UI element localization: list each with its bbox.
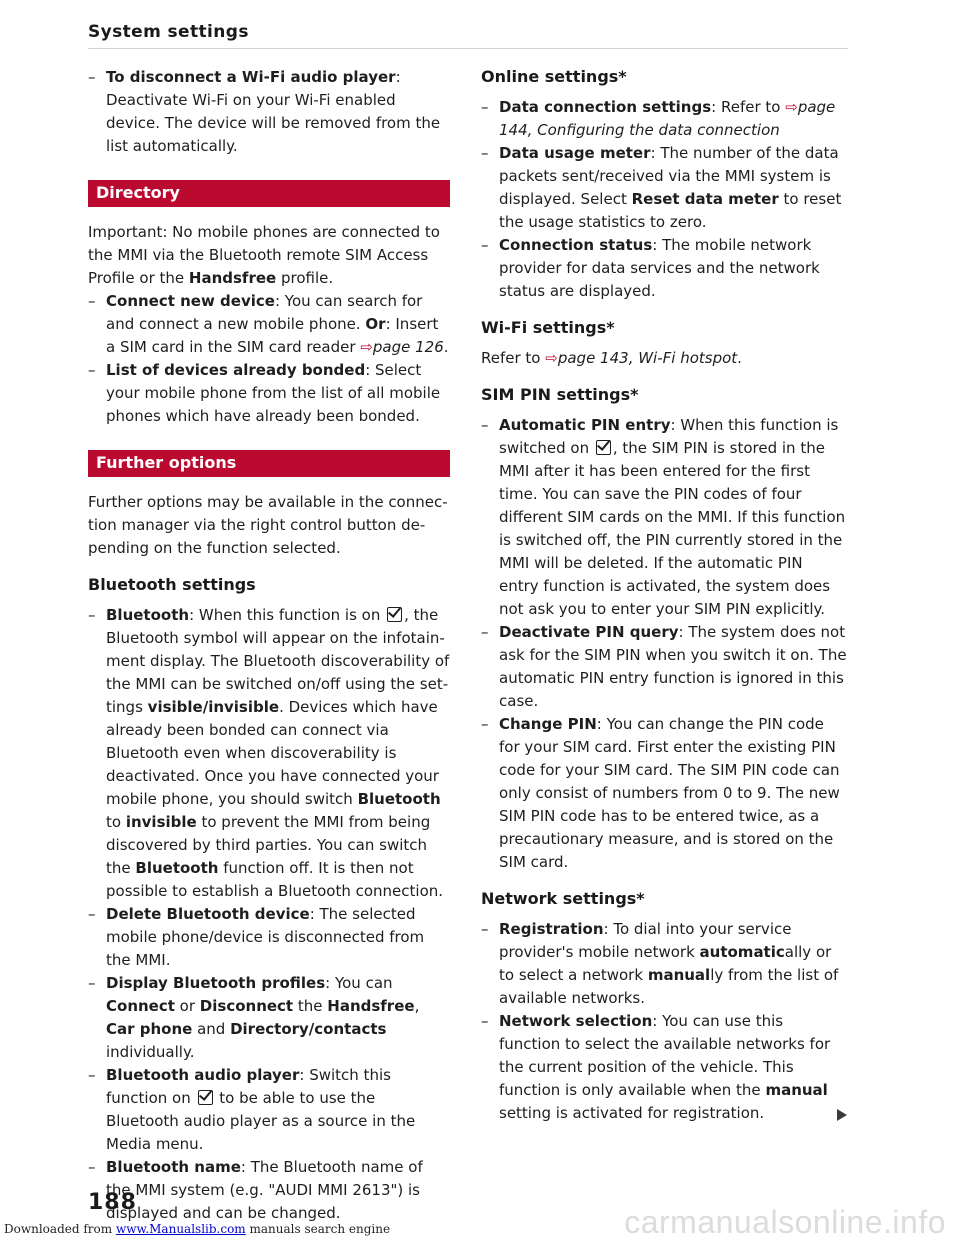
cross-reference-arrow-icon: ⇨ — [545, 349, 558, 367]
data-connection-settings-item — [481, 96, 847, 142]
item-text: : Refer to — [711, 98, 786, 116]
cross-reference-arrow-icon: ⇨ — [785, 98, 798, 116]
right-column — [481, 66, 847, 1125]
checkbox-checked-icon — [596, 440, 611, 455]
list-dash: – — [481, 416, 489, 434]
online-settings-heading: Online settings* — [481, 67, 627, 86]
change-pin-item — [481, 713, 847, 874]
item-title: Automatic PIN entry — [499, 416, 671, 434]
item-text: ally or to select a network — [499, 943, 832, 984]
item-title: Connect new device — [106, 292, 275, 310]
deactivate-pin-query-item — [481, 621, 847, 713]
item-title: Registration — [499, 920, 604, 938]
note-bold: Handsfree — [188, 269, 277, 287]
network-selection-item — [481, 1010, 847, 1125]
item-text: individually. — [106, 1043, 195, 1061]
item-text: : You can search for and connect a new mobile phone. — [106, 292, 423, 333]
list-dash: – — [88, 1158, 96, 1176]
item-text: . Devices which have already been bonded can connect via Bluetooth even when discoverability is deactivated. Once you have connected your mobile phone, you should switch — [106, 698, 439, 808]
item-text: : When this function is on — [189, 606, 386, 624]
item-text: : The system does not ask for the SIM PIN when you switch it on. The automatic PIN entry function is ignored in this case. — [499, 623, 847, 710]
bold-term: manual — [765, 1081, 828, 1099]
page-header-title: System settings — [88, 22, 249, 42]
list-dash: – — [481, 236, 489, 254]
item-text: : Insert a SIM card in the SIM card reader — [106, 315, 439, 356]
list-dash: – — [88, 1066, 96, 1084]
item-text: : When this function is switched on — [499, 416, 839, 457]
list-dash: – — [481, 920, 489, 938]
note-text-end: profile. — [276, 269, 334, 287]
list-dash: – — [481, 1012, 489, 1030]
item-text-end: . — [737, 349, 742, 367]
item-title: List of devices already bonded — [106, 361, 366, 379]
watermark-logo: carmanualsonline.info — [624, 1204, 946, 1240]
bonded-devices-item — [88, 359, 450, 428]
list-dash: – — [88, 905, 96, 923]
item-text: or — [174, 997, 200, 1015]
item-text: to — [106, 813, 126, 831]
item-text: : Select your mobile phone from the list of all mobile phones which have already been bonded. — [106, 361, 441, 425]
item-title: Deactivate PIN query — [499, 623, 679, 641]
directory-important-note — [88, 221, 450, 290]
item-text-end: . — [443, 338, 449, 356]
item-text: Refer to — [481, 349, 546, 367]
item-text: to prevent the MMI from being discovered by third parties. You can switch the — [106, 813, 431, 877]
network-settings-heading: Network settings* — [481, 889, 645, 908]
note-text: Important: No mobile phones are connected to the MMI via the Bluetooth remote SIM Access Profile or the — [88, 223, 440, 287]
manualslib-link[interactable]: www.Manualslib.com — [115, 1222, 246, 1236]
bold-term: Directory/contacts — [230, 1020, 387, 1038]
bluetooth-name-item — [88, 1156, 450, 1225]
item-text: setting is activated for registration. — [499, 1104, 765, 1122]
bold-term: visible/invisible — [147, 698, 280, 716]
data-usage-meter-item — [481, 142, 847, 234]
bold-term: Bluetooth — [135, 859, 219, 877]
item-text: function off. It is then not possible to establish a Bluetooth connection. — [106, 859, 444, 900]
item-title: Network selection — [499, 1012, 653, 1030]
bold-term: Disconnect — [199, 997, 294, 1015]
list-dash: – — [88, 292, 96, 310]
item-title: Delete Bluetooth device — [106, 905, 310, 923]
footer-text: Downloaded from — [4, 1222, 116, 1236]
connect-new-device-item — [88, 290, 450, 359]
bold-term: Car phone — [106, 1020, 193, 1038]
list-dash: – — [481, 715, 489, 733]
bold-term: invisible — [125, 813, 197, 831]
item-text: : The Bluetooth name of the MMI system (e.g. "AUDI MMI 2613") is displayed and can be changed. — [106, 1158, 423, 1222]
item-text: : Deactivate Wi-Fi on your Wi-Fi enabled device. The device will be removed from the list automatically. — [106, 68, 441, 155]
further-options-intro: Further options may be available in the connection manager via the right control button depending on the function selected. — [88, 493, 448, 557]
page-reference-link[interactable]: page 143, Wi-Fi hotspot — [557, 349, 738, 367]
item-text: : You can use this function to select the available networks for the current position of the vehicle. This function is only available when the — [499, 1012, 831, 1099]
item-title: Data usage meter — [499, 144, 651, 162]
delete-bluetooth-device-item — [88, 903, 450, 972]
list-dash: – — [88, 361, 96, 379]
item-text: : You can — [325, 974, 393, 992]
item-text: , — [414, 997, 420, 1015]
list-dash: – — [88, 606, 96, 624]
checkbox-checked-icon — [198, 1090, 213, 1105]
page-reference-link[interactable]: page 126 — [372, 338, 444, 356]
bold-term: Connect — [106, 997, 175, 1015]
item-text: : Switch this function on — [106, 1066, 391, 1107]
checkbox-checked-icon — [387, 607, 402, 622]
continued-arrow-icon — [837, 1109, 847, 1121]
item-text: the — [293, 997, 328, 1015]
bold-term: manual — [647, 966, 711, 984]
registration-item — [481, 918, 847, 1010]
item-title: To disconnect a Wi-Fi audio player — [106, 68, 396, 86]
item-title: Bluetooth name — [106, 1158, 241, 1176]
item-text: and — [192, 1020, 231, 1038]
sim-pin-settings-heading: SIM PIN settings* — [481, 385, 639, 404]
footer-text-end: manuals search engine — [245, 1222, 391, 1236]
item-title: Data connection settings — [499, 98, 712, 116]
bluetooth-profiles-item — [88, 972, 450, 1064]
item-title: Display Bluetooth profiles — [106, 974, 326, 992]
item-text: , the SIM PIN is stored in the MMI after it has been entered for the first time. You can save the PIN codes of four different SIM cards on the MMI. If this function is switched off, the PIN currently stored in the MMI will be deleted. If the automatic PIN entry function is activated, the system does not ask you to enter your SIM PIN explicitly. — [499, 439, 846, 618]
left-column — [88, 66, 450, 1225]
wifi-settings-heading: Wi-Fi settings* — [481, 318, 615, 337]
header-divider — [88, 48, 848, 49]
list-dash: – — [88, 68, 96, 86]
item-text: to be able to use the Bluetooth audio player as a source in the Media menu. — [106, 1089, 416, 1153]
automatic-pin-entry-item — [481, 414, 847, 621]
page-number: 188 — [88, 1190, 137, 1215]
cross-reference-arrow-icon: ⇨ — [360, 338, 373, 356]
item-text: to reset the usage statistics to zero. — [499, 190, 842, 231]
item-text: ly from the list of available networks. — [499, 966, 839, 1007]
item-title: Connection status — [499, 236, 653, 254]
item-title: Bluetooth — [106, 606, 190, 624]
item-title: Bluetooth audio player — [106, 1066, 300, 1084]
item-text: : You can change the PIN code for your SIM card. First enter the existing PIN code for your SIM card. The SIM PIN code can only consist of numbers from 0 to 9. The new SIM PIN code has to be entered twice, as a precautionary measure, and is stored on the SIM card. — [499, 715, 840, 871]
or-label: Or — [365, 315, 386, 333]
item-text: , the Bluetooth symbol will appear on the infotainment display. The Bluetooth discoverability of the MMI can be switched on/off using the settings — [106, 606, 450, 716]
item-title: Change PIN — [499, 715, 597, 733]
bluetooth-audio-player-item — [88, 1064, 450, 1156]
bold-term: automatic — [699, 943, 785, 961]
connection-status-item — [481, 234, 847, 303]
wifi-disconnect-item — [88, 66, 450, 158]
bold-term: Handsfree — [327, 997, 415, 1015]
bold-term: Reset data meter — [631, 190, 779, 208]
item-text: : The mobile network provider for data services and the network status are displayed. — [499, 236, 820, 300]
bold-term: Bluetooth — [357, 790, 441, 808]
list-dash: – — [481, 144, 489, 162]
page-reference-link[interactable]: page 144, Configuring the data connection — [499, 98, 836, 139]
item-text: : The selected mobile phone/device is disconnected from the MMI. — [106, 905, 425, 969]
wifi-settings-reference — [481, 347, 847, 370]
list-dash: – — [481, 623, 489, 641]
list-dash: – — [481, 98, 489, 116]
item-text: : The number of the data packets sent/received via the MMI system is displayed. Select — [499, 144, 839, 208]
download-footer — [4, 1222, 390, 1236]
item-text: : To dial into your service provider's mobile network — [499, 920, 792, 961]
list-dash: – — [88, 974, 96, 992]
bluetooth-settings-heading: Bluetooth settings — [88, 575, 256, 594]
bluetooth-item — [88, 604, 450, 903]
directory-banner: Directory — [88, 180, 450, 207]
further-options-banner: Further options — [88, 450, 450, 477]
